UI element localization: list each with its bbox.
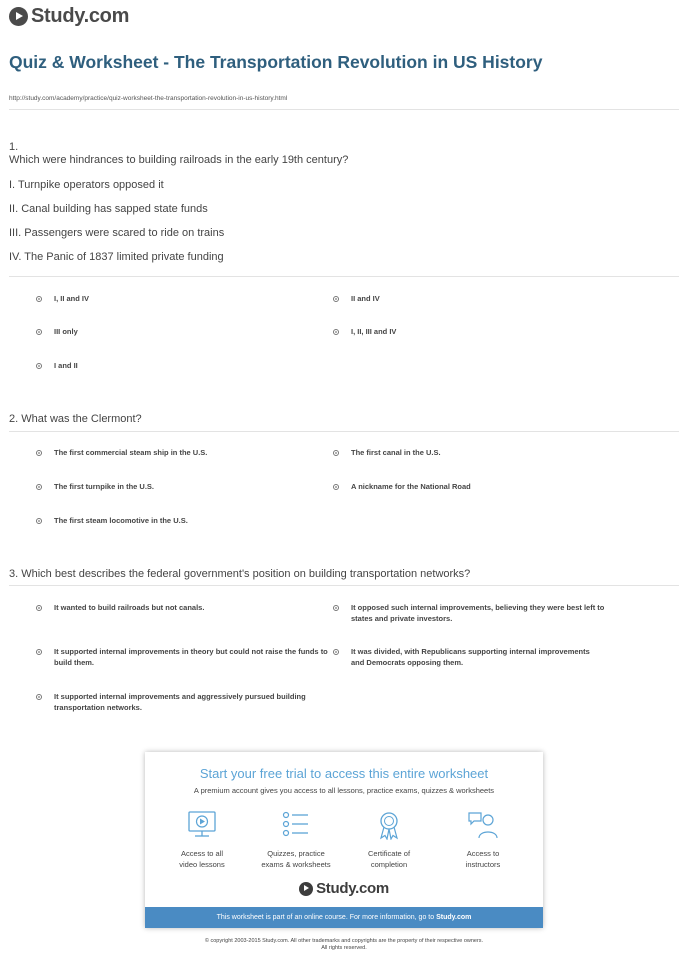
question-1-statement: II. Canal building has sapped state funds — [9, 203, 208, 215]
promo-headline: Start your free trial to access this entire worksheet — [199, 766, 489, 781]
answer-label: I, II and IV — [54, 294, 90, 303]
answer-option[interactable] — [36, 646, 336, 668]
answer-label: III only — [54, 327, 78, 336]
radio-button[interactable] — [36, 450, 42, 456]
feature-certificate — [339, 810, 439, 870]
answer-label: It supported internal improvements in theory but could not raise the funds to build them. — [54, 647, 328, 667]
radio-button[interactable] — [333, 296, 339, 302]
rights-line: All rights reserved. — [321, 945, 367, 951]
answer-label: It wanted to build railroads but not canals. — [54, 603, 205, 612]
radio-button[interactable] — [36, 649, 42, 655]
course-info-bar — [145, 907, 543, 928]
divider — [9, 109, 679, 110]
study-logo[interactable] — [9, 5, 129, 28]
divider — [9, 276, 679, 277]
copyright-footer — [0, 938, 688, 952]
brand-name: Study.com — [31, 5, 130, 27]
page-title: Quiz & Worksheet - The Transportation Revolution in US History — [9, 52, 543, 72]
answer-option[interactable] — [36, 515, 188, 526]
feature-label: Access to all — [180, 849, 224, 858]
divider — [9, 585, 679, 586]
answer-option[interactable] — [333, 646, 603, 668]
feature-label: Quizzes, practice — [267, 849, 325, 858]
answer-option[interactable] — [333, 447, 441, 458]
feature-video-lessons — [152, 810, 252, 870]
answer-label: I, II, III and IV — [351, 327, 397, 336]
feature-label: exams & worksheets — [261, 860, 331, 869]
question-2-prompt: 2. What was the Clermont? — [9, 413, 142, 425]
radio-button[interactable] — [36, 484, 42, 490]
question-1-prompt: Which were hindrances to building railroads in the early 19th century? — [9, 154, 349, 166]
answer-label: It supported internal improvements and aggressively pursued building transportation networks. — [54, 692, 306, 712]
radio-button[interactable] — [333, 450, 339, 456]
video-lesson-icon — [186, 810, 218, 840]
radio-button[interactable] — [36, 518, 42, 524]
radio-button[interactable] — [36, 296, 42, 302]
answer-label: The first turnpike in the U.S. — [54, 482, 155, 491]
radio-button[interactable] — [333, 329, 339, 335]
play-icon — [9, 7, 28, 26]
answer-option[interactable] — [36, 293, 89, 304]
feature-label: Access to — [466, 849, 500, 858]
radio-button[interactable] — [36, 363, 42, 369]
answer-option[interactable] — [36, 326, 78, 337]
answer-option[interactable] — [36, 447, 207, 458]
answer-label: The first canal in the U.S. — [351, 448, 441, 457]
answer-label: It was divided, with Republicans supporting internal improvements and Democrats opposing them. — [351, 647, 590, 667]
answer-label: A nickname for the National Road — [351, 482, 471, 491]
answer-option[interactable] — [333, 481, 471, 492]
question-1-statement: IV. The Panic of 1837 limited private funding — [9, 251, 224, 263]
radio-button[interactable] — [333, 649, 339, 655]
question-1-statement: I. Turnpike operators opposed it — [9, 179, 164, 191]
radio-button[interactable] — [36, 605, 42, 611]
certificate-icon — [373, 810, 405, 840]
radio-button[interactable] — [36, 329, 42, 335]
answer-option[interactable] — [36, 481, 154, 492]
feature-quizzes — [246, 810, 346, 870]
feature-instructors — [433, 810, 533, 870]
question-1-statement: III. Passengers were scared to ride on trains — [9, 227, 225, 239]
question-3-prompt: 3. Which best describes the federal government's position on building transportation networks? — [9, 568, 471, 580]
answer-label: II and IV — [351, 294, 380, 303]
question-1-number: 1. — [9, 141, 19, 153]
answer-option[interactable] — [36, 602, 316, 613]
promo-study-logo[interactable] — [145, 880, 543, 897]
study-link[interactable]: Study.com — [436, 914, 472, 921]
answer-label: It opposed such internal improvements, believing they were best left to states and private investors. — [351, 603, 605, 623]
instructor-icon — [467, 810, 499, 840]
feature-label: instructors — [465, 860, 501, 869]
answer-option[interactable] — [333, 602, 625, 624]
feature-label: completion — [370, 860, 408, 869]
radio-button[interactable] — [36, 694, 42, 700]
radio-button[interactable] — [333, 605, 339, 611]
answer-label: The first steam locomotive in the U.S. — [54, 516, 188, 525]
answer-option[interactable] — [333, 293, 380, 304]
quiz-list-icon — [280, 810, 312, 840]
free-trial-panel[interactable] — [145, 752, 543, 928]
feature-label: video lessons — [179, 860, 225, 869]
page-url: http://study.com/academy/practice/quiz-worksheet-the-transportation-revolution-in-us-history.html — [9, 95, 288, 102]
radio-button[interactable] — [333, 484, 339, 490]
feature-label: Certificate of — [367, 849, 411, 858]
copyright-line: © copyright 2003-2015 Study.com. All other trademarks and copyrights are the property of their respective owners. — [204, 938, 484, 944]
divider — [9, 431, 679, 432]
answer-option[interactable] — [36, 691, 332, 713]
answer-option[interactable] — [36, 360, 78, 371]
play-icon — [299, 882, 313, 896]
answer-option[interactable] — [333, 326, 396, 337]
answer-label: I and II — [54, 361, 78, 370]
answer-label: The first commercial steam ship in the U.S. — [54, 448, 208, 457]
promo-brand-name: Study.com — [316, 880, 389, 897]
promo-subline: A premium account gives you access to all lessons, practice exams, quizzes & worksheets — [193, 786, 495, 795]
course-info-text: This worksheet is part of an online course. For more information, go to — [216, 914, 437, 921]
